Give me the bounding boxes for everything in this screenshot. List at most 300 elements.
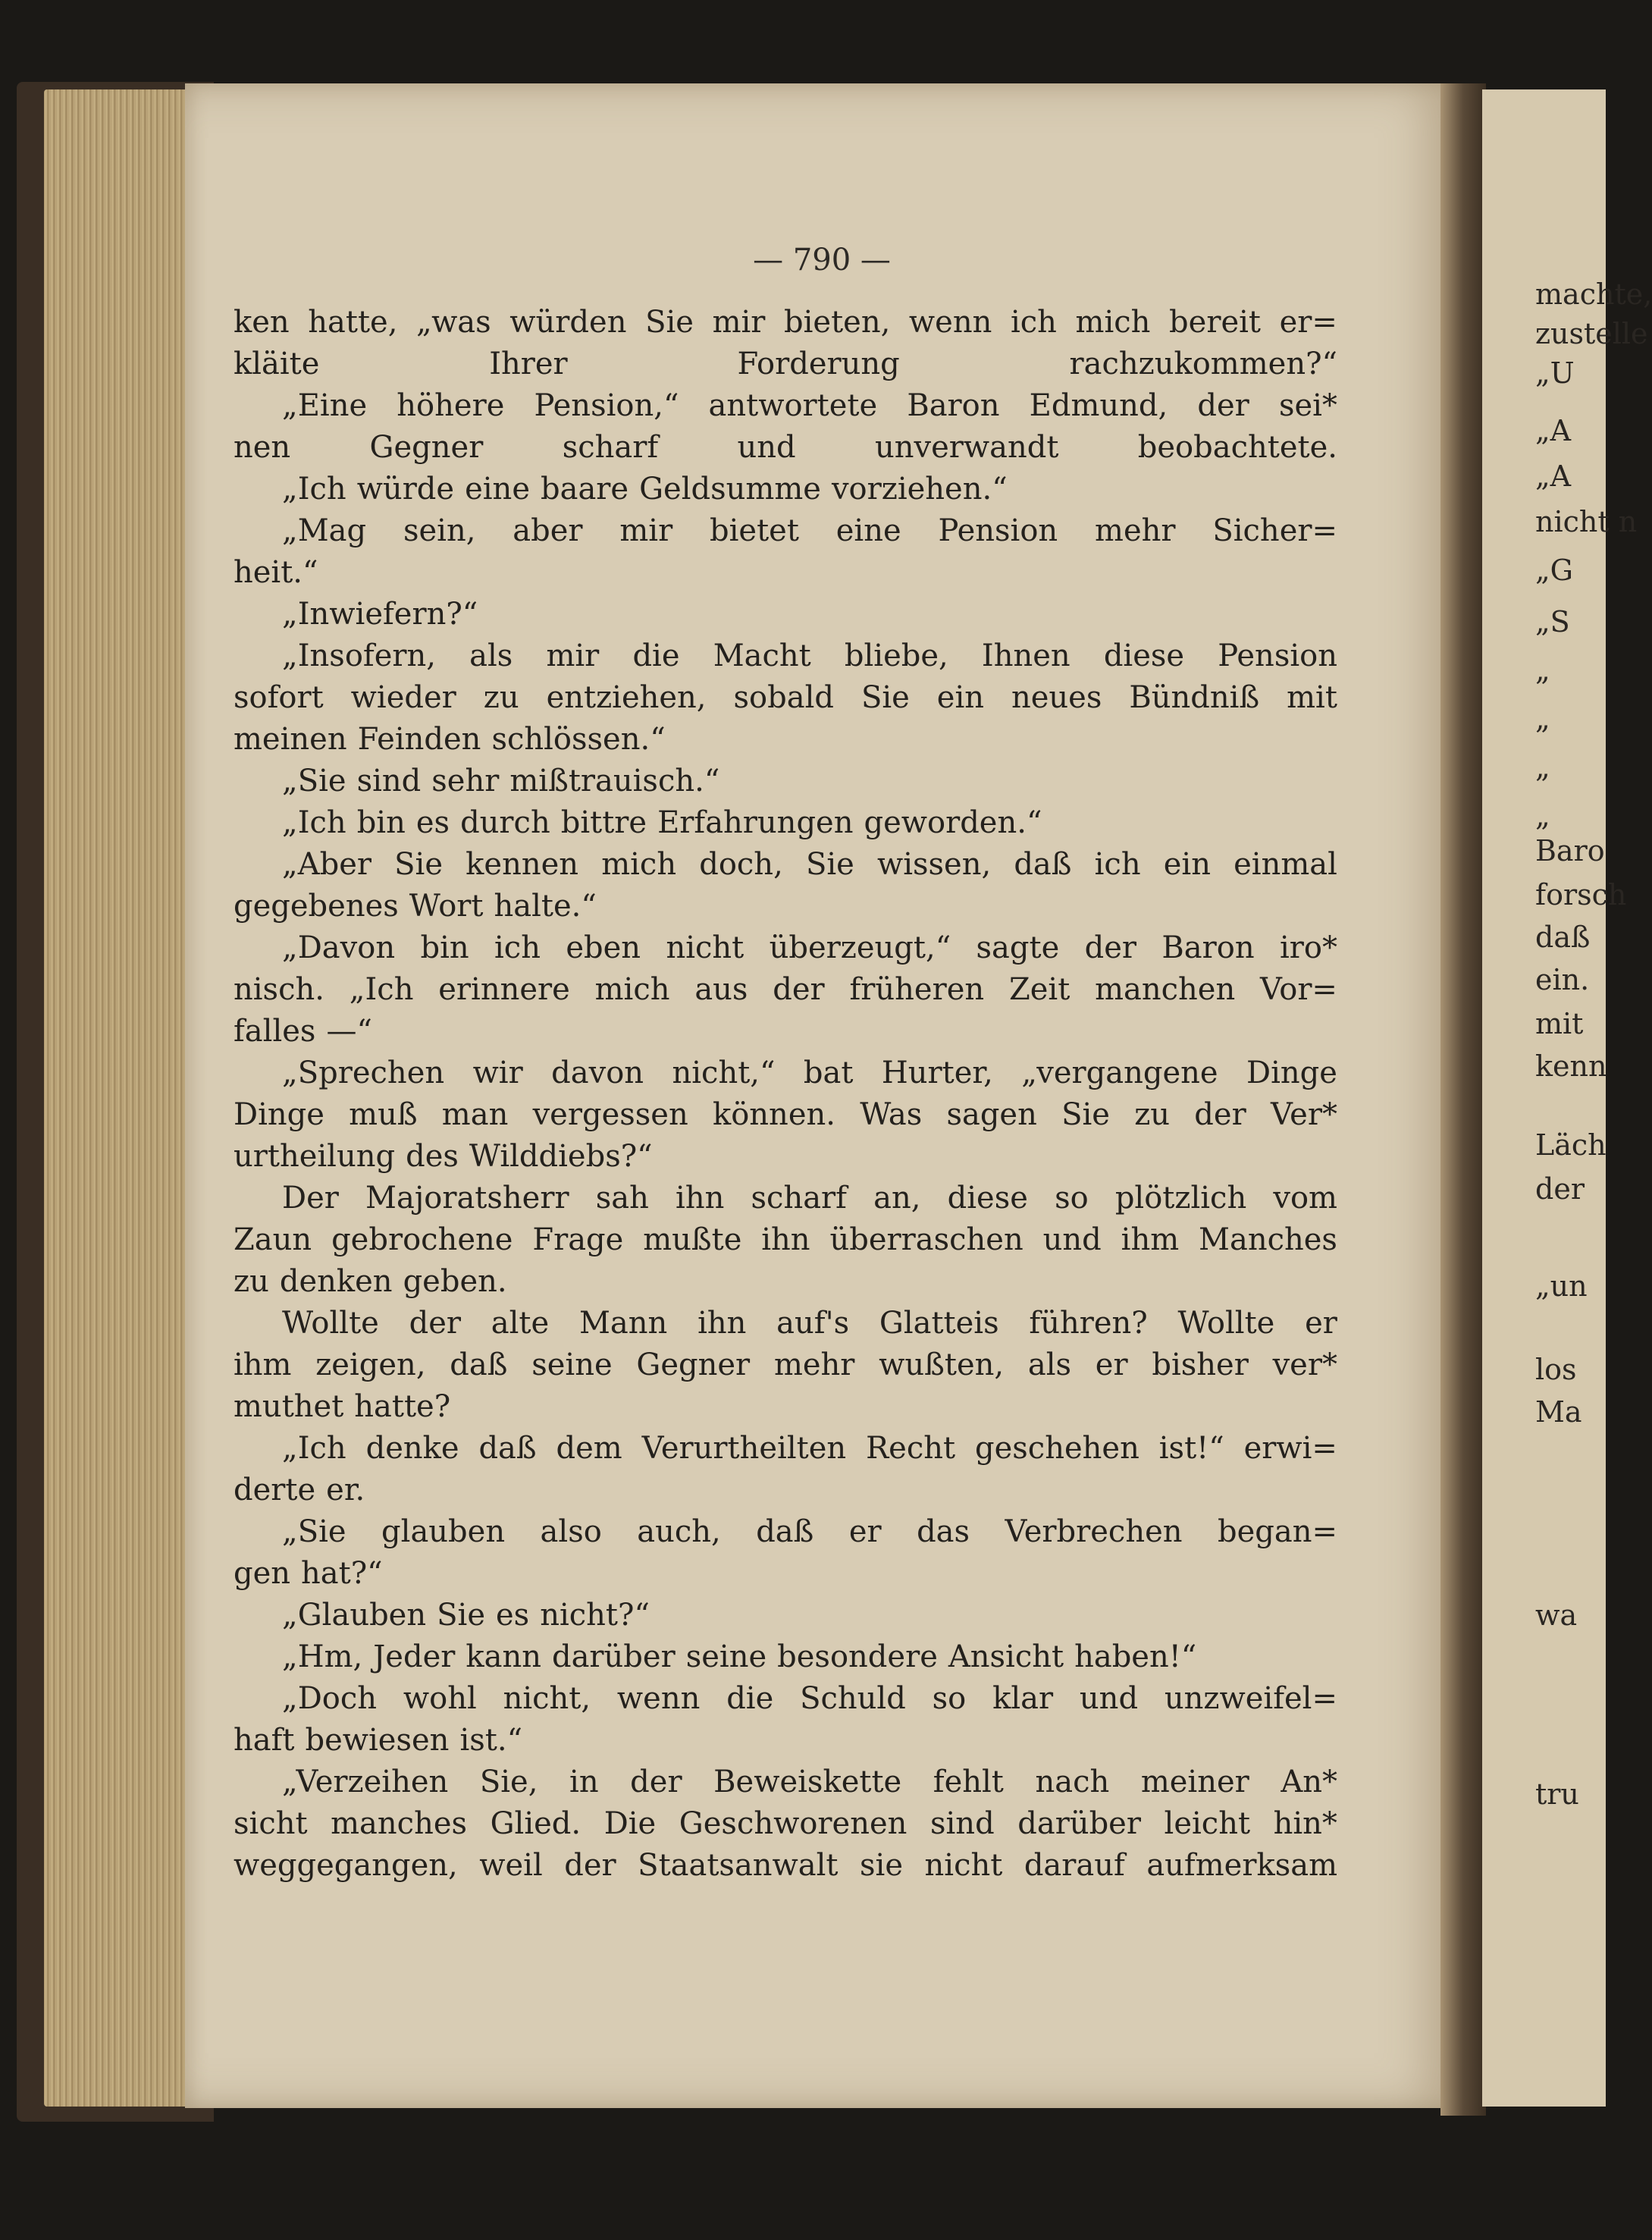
word: wenn — [616, 1681, 701, 1716]
word: rachzukommen?“ — [1069, 347, 1337, 381]
word: sein, — [403, 513, 476, 548]
word: urtheilung — [234, 1139, 396, 1174]
word: haben!“ — [1074, 1639, 1197, 1674]
word: wissen, — [876, 847, 992, 882]
word: ihn — [676, 1181, 725, 1216]
word: so — [932, 1681, 967, 1716]
word: unzweifel= — [1164, 1681, 1337, 1716]
word: und — [737, 430, 796, 465]
word: —“ — [326, 1014, 372, 1049]
book-gutter — [1440, 83, 1486, 2116]
word: an, — [873, 1181, 921, 1216]
word: scharf — [562, 430, 659, 465]
word: Ansicht — [948, 1639, 1064, 1674]
word: Gegner — [369, 430, 484, 465]
word: darüber — [1017, 1806, 1141, 1841]
text-line — [234, 805, 1337, 847]
word: vergessen — [532, 1097, 688, 1132]
word: höhere — [397, 388, 505, 423]
facing-fragment: forsch — [1535, 878, 1627, 911]
word: Macht — [713, 638, 811, 673]
word: mehr — [1095, 513, 1176, 548]
text-line — [234, 347, 1337, 388]
page-number: — 790 — — [753, 243, 891, 278]
word: „Eine — [282, 388, 368, 423]
word: hatte, — [308, 305, 398, 340]
facing-fragment: „ — [1535, 751, 1550, 784]
facing-fragment: kenn — [1535, 1049, 1607, 1083]
facing-fragment: tru — [1535, 1777, 1579, 1811]
text-line — [234, 847, 1337, 889]
word: mit — [1287, 680, 1337, 715]
word: Ihrer — [489, 347, 568, 381]
right-page-fragment — [1482, 89, 1652, 2107]
text-line — [234, 1639, 1337, 1681]
word: können. — [712, 1097, 835, 1132]
word: Forderung — [737, 347, 900, 381]
word: der — [630, 1765, 682, 1799]
text-line — [234, 305, 1337, 347]
word: ken — [234, 305, 290, 340]
word: seine — [531, 1347, 613, 1382]
word: alte — [491, 1306, 550, 1341]
word: und — [1042, 1222, 1102, 1257]
word: kennen — [466, 847, 579, 882]
word: mich — [601, 847, 677, 882]
text-line — [234, 972, 1337, 1014]
word: Sie — [437, 1598, 485, 1633]
word: früheren — [849, 972, 985, 1007]
text-line — [234, 889, 1337, 930]
word: meiner — [1140, 1765, 1249, 1799]
word: Edmund, — [1029, 388, 1168, 423]
word: Baron — [907, 388, 1000, 423]
word: Erfahrungen — [657, 805, 854, 840]
word: führen? — [1029, 1306, 1148, 1341]
text-line — [234, 1598, 1337, 1639]
word: bat — [803, 1056, 854, 1090]
word: mir — [619, 513, 673, 548]
word: unverwandt — [874, 430, 1059, 465]
word: Jeder — [373, 1639, 456, 1674]
text-line — [234, 1848, 1337, 1890]
facing-fragment: der — [1535, 1172, 1585, 1206]
word: Gegner — [636, 1347, 751, 1382]
word: so — [1055, 1181, 1089, 1216]
word: scharf — [751, 1181, 847, 1216]
word: Zaun — [234, 1222, 312, 1257]
word: haft — [234, 1723, 295, 1758]
word: der — [773, 972, 825, 1007]
word: ein — [1163, 847, 1211, 882]
word: darauf — [1023, 1848, 1125, 1883]
text-line — [234, 638, 1337, 680]
facing-fragment: Baro — [1535, 834, 1605, 867]
word: sehr — [431, 764, 500, 798]
word: Ihnen — [981, 638, 1071, 673]
word: leicht — [1164, 1806, 1251, 1841]
word: manchen — [1095, 972, 1236, 1007]
word: zu — [234, 1264, 269, 1299]
word: aber — [513, 513, 583, 548]
word: darüber — [551, 1639, 676, 1674]
word: „Inwiefern?“ — [282, 597, 478, 632]
word: der — [564, 1848, 616, 1883]
word: Bündniß — [1129, 680, 1260, 715]
word: dem — [556, 1431, 622, 1466]
facing-fragment: Läch — [1535, 1128, 1607, 1162]
word: ein — [936, 680, 985, 715]
text-line — [234, 472, 1337, 513]
word: ist.“ — [459, 1723, 523, 1758]
facing-fragment: daß — [1535, 921, 1591, 954]
text-line — [234, 680, 1337, 722]
text-line — [234, 764, 1337, 805]
facing-fragment: „ — [1535, 654, 1550, 687]
word: denken — [279, 1264, 393, 1299]
text-line — [234, 1181, 1337, 1222]
text-line — [234, 1389, 1337, 1431]
text-line — [234, 1556, 1337, 1598]
word: Schuld — [800, 1681, 906, 1716]
word: „Sie — [282, 1514, 346, 1549]
word: auf's — [776, 1306, 850, 1341]
word: „Davon — [282, 930, 396, 965]
word: sofort — [234, 680, 324, 715]
word: kläite — [234, 347, 320, 381]
word: klar — [992, 1681, 1054, 1716]
text-line — [234, 1473, 1337, 1514]
word: bin — [420, 930, 469, 965]
word: Die — [603, 1806, 657, 1841]
text-line — [234, 1765, 1337, 1806]
word: eine — [465, 472, 530, 507]
word: überzeugt,“ — [769, 930, 951, 965]
text-line — [234, 430, 1337, 472]
word: sicht — [234, 1806, 308, 1841]
word: manches — [331, 1806, 468, 1841]
text-line — [234, 555, 1337, 597]
word: Glied. — [490, 1806, 581, 1841]
word: Feinden — [357, 722, 481, 757]
word: Sicher= — [1212, 513, 1337, 548]
word: „Doch — [282, 1681, 378, 1716]
word: falles — [234, 1014, 316, 1049]
word: sei* — [1278, 388, 1337, 423]
word: aufmerksam — [1146, 1848, 1337, 1883]
word: Wollte — [282, 1306, 379, 1341]
word: erwi= — [1243, 1431, 1337, 1466]
word: also — [540, 1514, 602, 1549]
word: zu — [483, 680, 519, 715]
word: Verbrechen — [1005, 1514, 1183, 1549]
word: zeigen, — [315, 1347, 426, 1382]
word: Mann — [578, 1306, 668, 1341]
text-line — [234, 1222, 1337, 1264]
word: davon — [551, 1056, 644, 1090]
word: „Mag — [282, 513, 367, 548]
word: wenn — [908, 305, 992, 340]
word: Glatteis — [879, 1306, 999, 1341]
word: nach — [1035, 1765, 1110, 1799]
word: „Insofern, — [282, 638, 436, 673]
word: mir — [712, 305, 766, 340]
word: fehlt — [933, 1765, 1004, 1799]
word: Recht — [866, 1431, 956, 1466]
word: mußte — [643, 1222, 742, 1257]
word: Der — [282, 1181, 339, 1216]
text-line — [234, 1681, 1337, 1723]
word: wußten, — [879, 1347, 1005, 1382]
word: als — [469, 638, 513, 673]
facing-fragment: nicht n — [1535, 505, 1638, 538]
word: „Aber — [282, 847, 372, 882]
word: ich — [1010, 305, 1057, 340]
word: Sie — [394, 847, 444, 882]
word: Ver* — [1270, 1097, 1337, 1132]
word: antwortete — [708, 388, 878, 423]
word: iro* — [1280, 930, 1337, 965]
word: „Sprechen — [282, 1056, 445, 1090]
text-line — [234, 1139, 1337, 1181]
word: nisch. — [234, 972, 324, 1007]
word: baare — [541, 472, 629, 507]
word: entziehen, — [546, 680, 707, 715]
facing-fragment: „ — [1535, 799, 1550, 833]
word: weggegangen, — [234, 1848, 458, 1883]
word: es — [415, 805, 450, 840]
word: nicht?“ — [540, 1598, 650, 1633]
text-line — [234, 1723, 1337, 1765]
word: Geschworenen — [679, 1806, 908, 1841]
word: geben. — [403, 1264, 507, 1299]
word: nicht — [924, 1848, 1003, 1883]
word: Sie — [805, 847, 854, 882]
facing-fragment: wa — [1535, 1598, 1578, 1632]
word: wieder — [350, 680, 456, 715]
word: muthet — [234, 1389, 344, 1424]
word: und — [1079, 1681, 1139, 1716]
word: sie — [860, 1848, 904, 1883]
word: sobald — [733, 680, 834, 715]
text-line — [234, 1056, 1337, 1097]
word: bliebe, — [844, 638, 948, 673]
word: Verurtheilten — [641, 1431, 847, 1466]
word: daß — [1014, 847, 1072, 882]
word: hin* — [1273, 1806, 1337, 1841]
word: Frage — [532, 1222, 624, 1257]
word: überraschen — [829, 1222, 1023, 1257]
word: bin — [356, 805, 406, 840]
word: bewiesen — [305, 1723, 450, 1758]
word: der — [1197, 388, 1249, 423]
word: Pension,“ — [534, 388, 679, 423]
word: Wilddiebs?“ — [469, 1139, 653, 1174]
text-line — [234, 388, 1337, 430]
word: er= — [1279, 305, 1337, 340]
word: An* — [1281, 1765, 1337, 1799]
word: diese — [947, 1181, 1028, 1216]
word: Manches — [1199, 1222, 1337, 1257]
facing-fragment: Ma — [1535, 1395, 1582, 1429]
word: mir — [546, 638, 600, 673]
word: geschehen — [975, 1431, 1139, 1466]
word: ihn — [761, 1222, 810, 1257]
word: „Sie — [282, 764, 346, 798]
word: aus — [694, 972, 748, 1007]
word: plötzlich — [1114, 1181, 1247, 1216]
word: „Ich — [282, 472, 346, 507]
word: Sie — [860, 680, 910, 715]
word: sagen — [946, 1097, 1037, 1132]
word: mich — [594, 972, 670, 1007]
word: muß — [349, 1097, 418, 1132]
word: vom — [1273, 1181, 1337, 1216]
word: „Ich — [282, 1431, 346, 1466]
word: der — [409, 1306, 461, 1341]
word: Pension — [1218, 638, 1337, 673]
word: hatte? — [354, 1389, 451, 1424]
word: ihn — [697, 1306, 747, 1341]
word: er — [1095, 1347, 1128, 1382]
word: Wort — [409, 889, 484, 924]
word: sind — [356, 764, 422, 798]
word: geworden.“ — [864, 805, 1042, 840]
facing-fragment: „A — [1535, 414, 1572, 447]
word: „was — [416, 305, 491, 340]
word: mich — [1075, 305, 1151, 340]
word: glauben — [381, 1514, 506, 1549]
facing-fragment: „G — [1535, 554, 1574, 587]
text-line — [234, 930, 1337, 972]
word: seine — [685, 1639, 767, 1674]
word: daß — [478, 1431, 537, 1466]
word: durch — [460, 805, 550, 840]
facing-fragment: zustelle — [1535, 317, 1648, 350]
word: Zeit — [1008, 972, 1071, 1007]
page-text — [234, 305, 1337, 1890]
word: des — [406, 1139, 459, 1174]
word: ihm — [234, 1347, 292, 1382]
word: eine — [835, 513, 901, 548]
word: nicht — [666, 930, 744, 965]
text-line — [234, 1431, 1337, 1473]
facing-fragment: mit — [1535, 1007, 1584, 1040]
word: Beweiskette — [713, 1765, 902, 1799]
word: Sie — [645, 305, 694, 340]
word: Sie, — [479, 1765, 538, 1799]
word: „Ich — [349, 972, 414, 1007]
text-line — [234, 1097, 1337, 1139]
text-line — [234, 1806, 1337, 1848]
word: derte — [234, 1473, 316, 1507]
text-line — [234, 1014, 1337, 1056]
text-line — [234, 1306, 1337, 1347]
facing-fragment: „ — [1535, 702, 1550, 736]
facing-fragment: los — [1535, 1353, 1577, 1386]
word: ist!“ — [1158, 1431, 1224, 1466]
word: sagte — [976, 930, 1060, 965]
word: einmal — [1234, 847, 1337, 882]
text-line — [234, 597, 1337, 638]
word: denke — [365, 1431, 459, 1466]
word: Sie — [1061, 1097, 1110, 1132]
word: hat?“ — [301, 1556, 383, 1591]
word: Pension — [938, 513, 1058, 548]
word: vorziehen.“ — [831, 472, 1008, 507]
word: „Ich — [282, 805, 346, 840]
word: der — [1084, 930, 1137, 965]
word: zu — [1134, 1097, 1171, 1132]
word: Was — [860, 1097, 923, 1132]
word: nicht, — [503, 1681, 591, 1716]
word: nen — [234, 430, 291, 465]
word: würde — [356, 472, 455, 507]
word: daß — [450, 1347, 508, 1382]
word: beobachtete. — [1137, 430, 1337, 465]
text-line — [234, 722, 1337, 764]
facing-fragment: „U — [1535, 356, 1575, 390]
word: bietet — [710, 513, 799, 548]
word: es — [496, 1598, 530, 1633]
word: das — [917, 1514, 970, 1549]
word: auch, — [637, 1514, 721, 1549]
word: „Glauben — [282, 1598, 427, 1633]
word: Vor= — [1260, 972, 1337, 1007]
word: gen — [234, 1556, 291, 1591]
word: bereit — [1169, 305, 1261, 340]
word: er — [848, 1514, 882, 1549]
word: der — [1194, 1097, 1246, 1132]
word: Staatsanwalt — [638, 1848, 839, 1883]
word: gegebenes — [234, 889, 399, 924]
word: halte.“ — [494, 889, 597, 924]
word: wohl — [403, 1681, 477, 1716]
word: „Hm, — [282, 1639, 363, 1674]
word: mehr — [773, 1347, 855, 1382]
text-line — [234, 513, 1337, 555]
word: besondere — [777, 1639, 938, 1674]
word: sind — [929, 1806, 995, 1841]
word: „vergangene — [1021, 1056, 1218, 1090]
word: Majoratsherr — [365, 1181, 569, 1216]
page-edges — [44, 89, 188, 2107]
word: doch, — [699, 847, 783, 882]
word: weil — [479, 1848, 543, 1883]
word: gebrochene — [331, 1222, 513, 1257]
word: Dinge — [234, 1097, 324, 1132]
facing-fragment: machte, — [1535, 278, 1652, 311]
word: diese — [1103, 638, 1185, 673]
word: bisher — [1152, 1347, 1249, 1382]
text-line — [234, 1264, 1337, 1306]
word: erinnere — [438, 972, 570, 1007]
word: ihm — [1121, 1222, 1180, 1257]
facing-fragment: „A — [1535, 460, 1572, 493]
word: nicht,“ — [672, 1056, 776, 1090]
word: schlössen.“ — [491, 722, 666, 757]
word: Wollte — [1177, 1306, 1275, 1341]
word: die — [632, 638, 680, 673]
facing-fragment: „S — [1535, 605, 1570, 638]
word: kann — [466, 1639, 541, 1674]
word: began= — [1217, 1514, 1337, 1549]
word: ver* — [1272, 1347, 1337, 1382]
word: Hurter, — [881, 1056, 993, 1090]
word: Geldsumme — [639, 472, 821, 507]
word: Dinge — [1246, 1056, 1337, 1090]
text-line — [234, 1514, 1337, 1556]
